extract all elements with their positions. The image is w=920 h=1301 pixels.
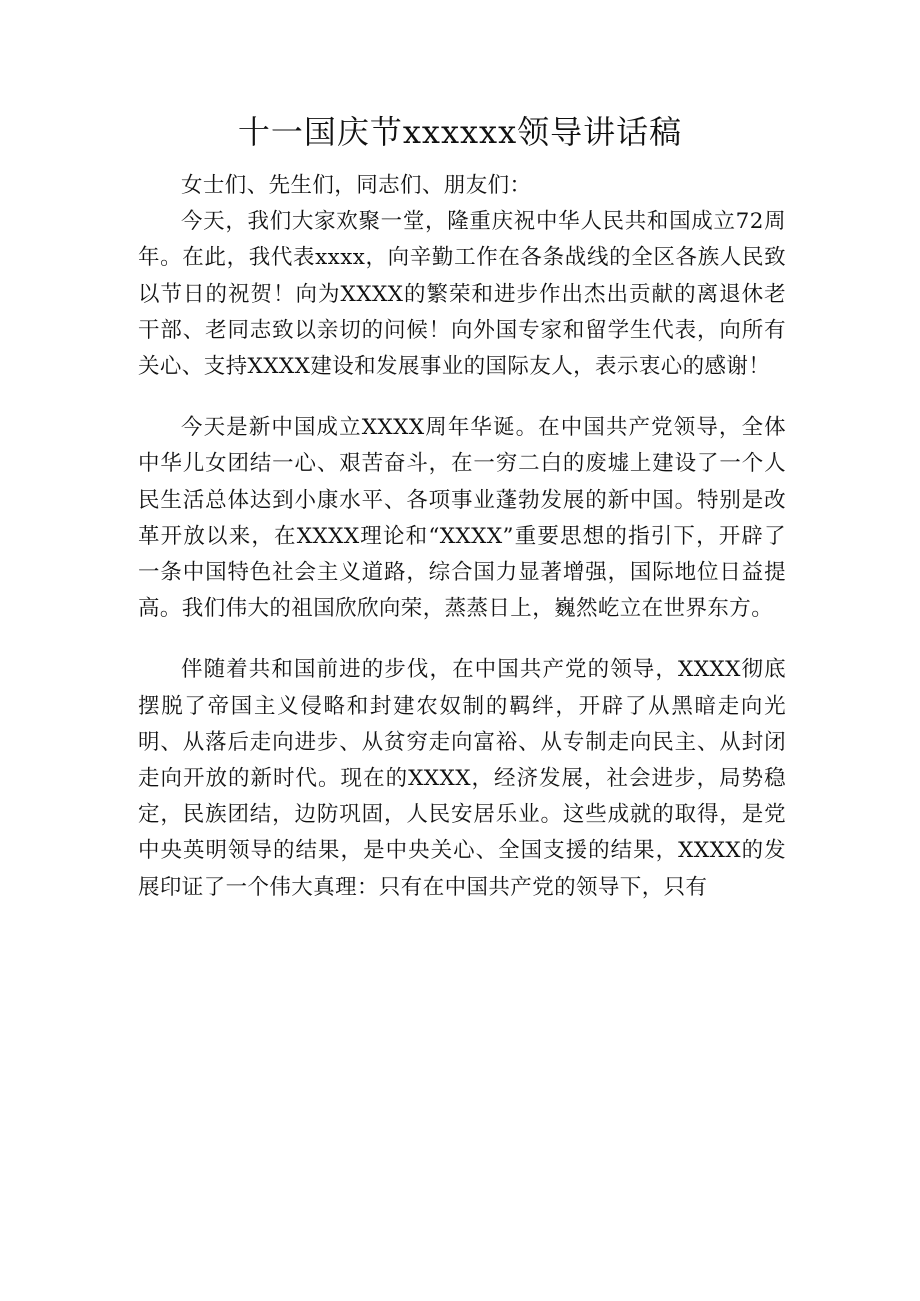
body-paragraph-1: 今天，我们大家欢聚一堂，隆重庆祝中华人民共和国成立72周年。在此，我代表xxxx，向辛勤工作在各条战线的全区各族人民致以节日的祝贺！向为XXXX的繁荣和进步作出杰出贡献的离退休老干部、老同志致以亲切的问候！向外国专家和留学生代表，向所有关心、支持XXXX建设和发展事业的国际友人，表示衷心的感谢！: [138, 209, 786, 380]
document-body: [138, 168, 786, 906]
document-title: 十一国庆节xxxxxx领导讲话稿: [237, 113, 683, 151]
greeting-paragraph: 女士们、先生们，同志们、朋友们：: [181, 173, 532, 198]
body-paragraph-2: 今天是新中国成立XXXX周年华诞。在中国共产党领导，全体中华儿女团结一心、艰苦奋斗，在一穷二白的废墟上建设了一个人民生活总体达到小康水平、各项事业蓬勃发展的新中国。特别是改革开放以来，在XXXX理论和“XXXX”重要思想的指引下，开辟了一条中国特色社会主义道路，综合国力显著增强，国际地位日益提高。我们伟大的祖国欣欣向荣，蒸蒸日上，巍然屹立在世界东方。: [138, 415, 786, 622]
body-paragraph-3: 伴随着共和国前进的步伐，在中国共产党的领导，XXXX彻底摆脱了帝国主义侵略和封建农奴制的羁绊，开辟了从黑暗走向光明、从落后走向进步、从贫穷走向富裕、从专制走向民主、从封闭走向开放的新时代。现在的XXXX，经济发展，社会进步，局势稳定，民族团结，边防巩固，人民安居乐业。这些成就的取得，是党中央英明领导的结果，是中央关心、全国支援的结果，XXXX的发展印证了一个伟大真理：只有在中国共产党的领导下，只有: [138, 657, 786, 900]
